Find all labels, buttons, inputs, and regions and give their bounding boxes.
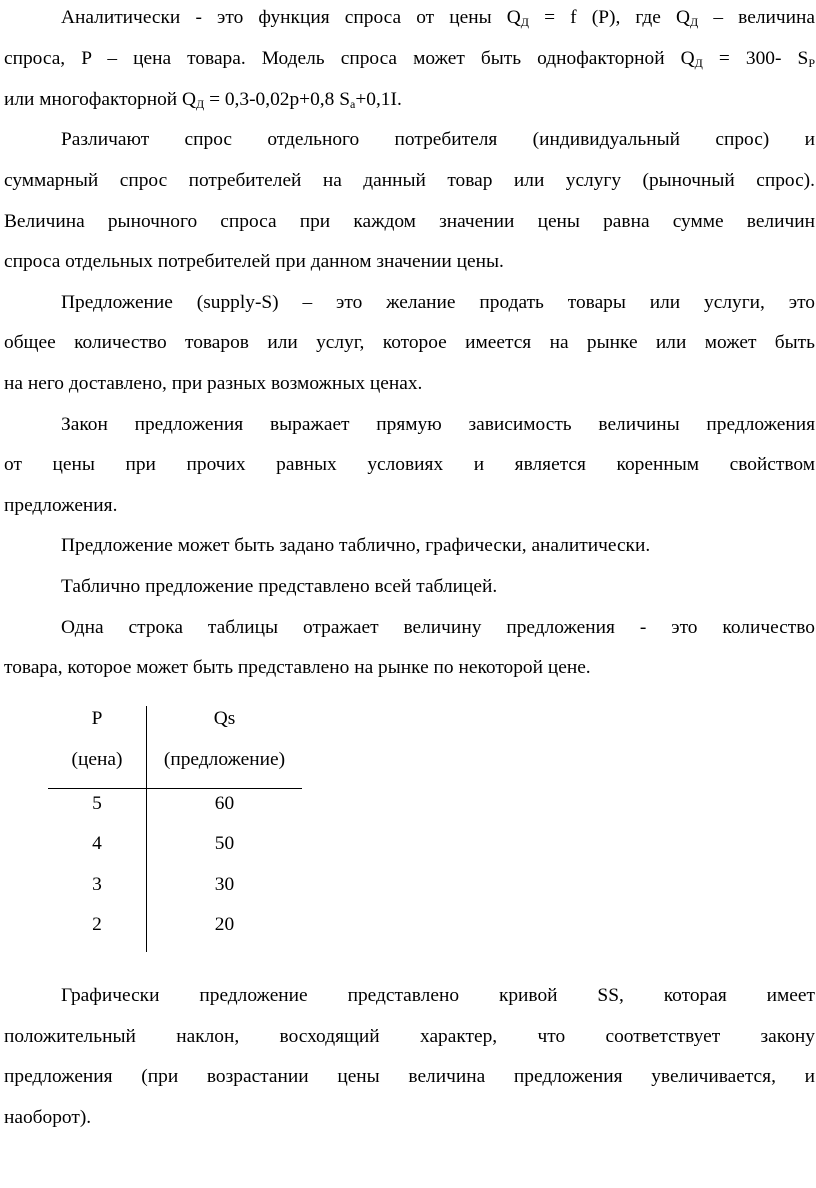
paragraph-8-line-3: предложения (при возрастании цены величина предложения увеличивается, и [4, 1066, 815, 1087]
text-run: спроса, P – цена товара. Модель спроса может быть однофакторной Q [4, 48, 695, 69]
paragraph-8-line-2: положительный наклон, восходящий характер, что соответствует закону [4, 1026, 815, 1047]
subscript: Д [520, 15, 529, 29]
subscript: P [808, 56, 815, 70]
text-run: Аналитически - это функция спроса от цены Q [61, 7, 521, 28]
table-cell-p: 3 [92, 874, 102, 895]
text-run: +0,1I. [355, 89, 402, 110]
paragraph-3-line-3: на него доставлено, при разных возможных ценах. [4, 373, 423, 394]
paragraph-1-line-2 [4, 47, 815, 71]
table-header-divider [48, 788, 302, 789]
paragraph-2-line-3: Величина рыночного спроса при каждом значении цены равна сумме величин [4, 211, 815, 232]
paragraph-2-line-2: суммарный спрос потребителей на данный товар или услугу (рыночный спрос). [4, 170, 815, 191]
paragraph-4-line-1: Закон предложения выражает прямую зависимость величины предложения [61, 414, 815, 435]
paragraph-3-line-1: Предложение (supply-S) – это желание продать товары или услуги, это [61, 292, 815, 313]
text-run: или многофакторной Q [4, 89, 197, 110]
table-header-qs: Qs [213, 708, 236, 729]
paragraph-8-line-1: Графически предложение представлено кривой SS, которая имеет [61, 985, 815, 1006]
paragraph-3-line-2: общее количество товаров или услуг, которое имеется на рынке или может быть [4, 332, 815, 353]
subscript: Д [690, 15, 699, 29]
table-cell-qs: 50 [214, 833, 235, 854]
table-cell-p: 4 [92, 833, 102, 854]
text-run: = f (P), где Q [528, 7, 691, 28]
paragraph-7-line-1: Одна строка таблицы отражает величину предложения - это количество [61, 617, 815, 638]
paragraph-2-line-1: Различают спрос отдельного потребителя (индивидуальный спрос) и [61, 129, 815, 150]
table-cell-qs: 60 [214, 793, 235, 814]
paragraph-1-line-1 [61, 6, 815, 30]
paragraph-5-line-1: Предложение может быть задано таблично, графически, аналитически. [61, 535, 651, 556]
table-header-qs-caption: (предложение) [163, 749, 286, 770]
paragraph-7-line-2: товара, которое может быть представлено на рынке по некоторой цене. [4, 657, 591, 678]
text-run: = 300- S [702, 48, 809, 69]
subscript: Д [196, 97, 205, 111]
paragraph-8-line-4: наоборот). [4, 1107, 92, 1128]
table-header-p: P [91, 708, 103, 729]
paragraph-6-line-1: Таблично предложение представлено всей таблицей. [61, 576, 498, 597]
paragraph-2-line-4: спроса отдельных потребителей при данном значении цены. [4, 251, 504, 272]
text-run: – величина [698, 7, 815, 28]
paragraph-1-line-3 [4, 88, 815, 112]
subscript: Д [694, 56, 703, 70]
table-cell-p: 2 [92, 914, 102, 935]
paragraph-4-line-2: от цены при прочих равных условиях и является коренным свойством [4, 454, 815, 475]
table-cell-qs: 20 [214, 914, 235, 935]
table-cell-p: 5 [92, 793, 102, 814]
table-cell-qs: 30 [214, 874, 235, 895]
table-header-p-caption: (цена) [71, 749, 123, 770]
subscript: a [349, 97, 356, 111]
paragraph-4-line-3: предложения. [4, 495, 118, 516]
text-run: = 0,3-0,02p+0,8 S [204, 89, 350, 110]
